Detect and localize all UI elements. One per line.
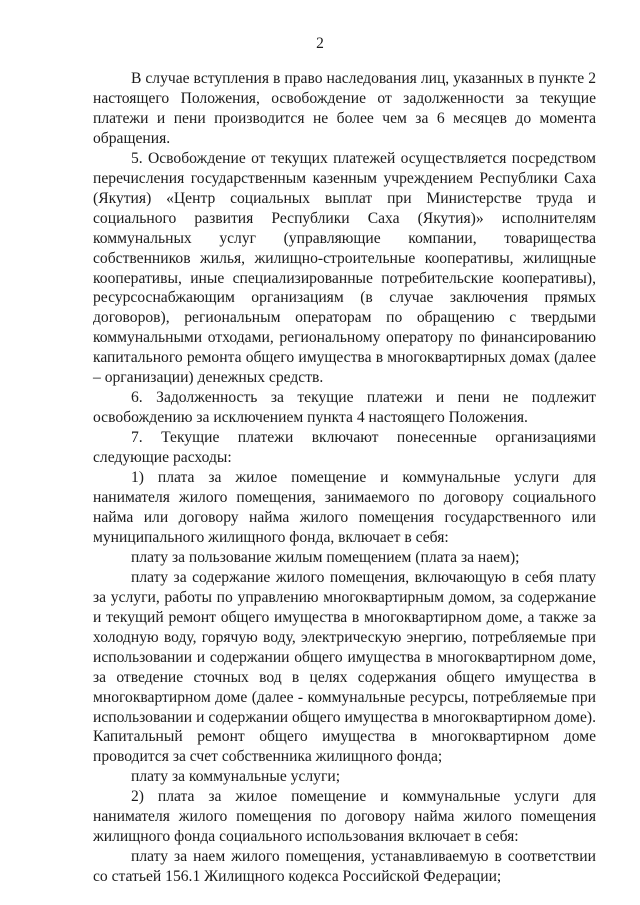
subparagraph-1: 1) плата за жилое помещение и коммунальные услуги для нанимателя жилого помещения, занимаемого по договору социального найма или договору найма жилого помещения государственного или муниципального жилищного фонда, включает в себя: [93, 469, 596, 546]
paragraph-7: 7. Текущие платежи включают понесенные организациями следующие расходы: [93, 429, 596, 467]
subparagraph-2: 2) плата за жилое помещение и коммунальные услуги для нанимателя жилого помещения по договору найма жилого помещения жилищного фонда социального использования включает в себя: [93, 788, 596, 846]
item-rent-payment: плату за пользование жилым помещением (плата за наем); [131, 548, 520, 566]
paragraph-inheritance: В случае вступления в право наследования лиц, указанных в пункте 2 настоящего Положения, освобождение от задолженности за текущие платежи и пени производится не более чем за 6 месяцев до момента обращения. [93, 70, 596, 147]
paragraph-6: 6. Задолженность за текущие платежи и пени не подлежит освобождению за исключением пункта 4 настоящего Положения. [93, 389, 596, 427]
item-maintenance-payment: плату за содержание жилого помещения, включающую в себя плату за услуги, работы по управлению многоквартирным домом, за содержание и текущий ремонт общего имущества в многоквартирном доме, а также за холодную воду, горячую воду, электрическую энергию, потребляемые при использовании и содержании общего имущества в многоквартирном доме, за отведение сточных вод в целях содержания общего имущества в многоквартирном доме (далее - коммунальные ресурсы, потребляемые при использовании и содержании общего имущества в многоквартирном доме). Капитальный ремонт общего имущества в многоквартирном доме проводится за счет собственника жилищного фонда; [93, 568, 596, 766]
page-number: 2 [316, 35, 324, 52]
item-lease-payment: плату за наем жилого помещения, устанавливаемую в соответствии со статьей 156.1 Жилищного кодекса Российской Федерации; [93, 848, 596, 886]
item-utilities-payment: плату за коммунальные услуги; [131, 768, 341, 786]
paragraph-5: 5. Освобождение от текущих платежей осуществляется посредством перечисления государственным казенным учреждением Республики Саха (Якутия) «Центр социальных выплат при Министерстве труда и социального развития Республики Саха (Якутия)» исполнителям коммунальных услуг (управляющие компании, товарищества собственников жилья, жилищно-строительные кооперативы, жилищные кооперативы, иные специализированные потребительские кооперативы), ресурсоснабжающим организациям (в случае заключения прямых договоров), региональным операторам по обращению с твердыми коммунальными отходами, региональному оператору по финансированию капитального ремонта общего имущества в многоквартирных домах (далее – организации) денежных средств. [93, 149, 596, 387]
document-body [93, 69, 596, 887]
